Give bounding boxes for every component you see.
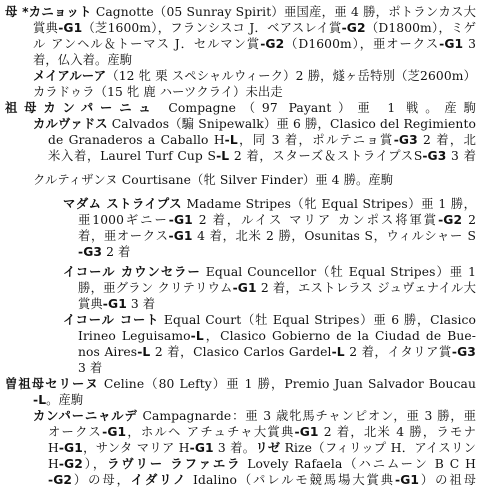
granddam-line: 祖母カンパーニュ Compagne（97 Payant）亜 1 戦。産駒: [5, 101, 476, 115]
dam-line-2: 賞典-G1（芝1600m），フランシスコ J．ベアスレイ賞-G2（D1800m），ミゲ: [33, 21, 476, 35]
great-granddam-line-2: -L。産駒: [33, 393, 84, 407]
dam-foal-2: カラドゥラ（15 牝 鹿 ハーツクライ）未出走: [33, 85, 283, 99]
dam-line-1: 母 *カニョット Cagnotte（05 Sunray Spirit）亜国産，亜 4 勝，ポトランカス大: [5, 5, 476, 19]
campagnarde-line-3: H-G1，サンタ マリア H-G1 3 着。リゼ Rize（フィリップ H．アイスリン: [48, 441, 476, 455]
equal-court-line-3: nos Aires-L 2 着，Clasico Carlos Gardel-L 2 着，イタリア賞-G3: [78, 345, 476, 359]
madame-stripes-line-4: -G3 2 着: [78, 245, 131, 259]
courtisane-line: クルティザンヌ Courtisane（牝 Silver Finder）亜 4 勝。産駒: [33, 173, 394, 187]
madame-stripes-line-3: 着，亜オークス-G1 4 着，北米 2 勝，Osunitas S，ウィルシャー S: [78, 229, 476, 243]
calvados-line-3: 米入着，Laurel Turf Cup S-L 2 着，スターズ＆ストライプスS-G3 3 着: [48, 149, 476, 163]
equal-court-line-4: 3 着: [78, 361, 103, 375]
campagnarde-line-1: カンパーニャルデ Campagnarde：亜 3 歳牝馬チャンピオン，亜 3 勝，亜: [33, 409, 476, 423]
equal-court-line-1: イコール コート Equal Court（牡 Equal Stripes）亜 6 勝，Clasico: [63, 313, 476, 327]
equal-councellor-line-2: 勝，亜グラン クリテリウム-G1 2 着，エストレラス ジュヴェナイル大: [78, 281, 476, 295]
equal-councellor-line-1: イコール カウンセラー Equal Councellor（牡 Equal Stripes）亜 1: [63, 265, 476, 279]
calvados-line-1: カルヴァドス Calvados（騸 Snipewalk）亜 6 勝，Clasico del Regimiento: [33, 117, 476, 131]
calvados-line-2: de Granaderos a Caballo H-L，同 3 着，ポルテニョ賞-G3 2 着，北: [48, 133, 476, 147]
dam-label: 母 *カニョット: [5, 5, 92, 19]
dam-line-4: 着，仏入着。産駒: [33, 53, 133, 67]
campagnarde-line-2: オークス-G1，ホルヘ アチュチャ大賞典-G1 2 着，北米 4 勝，ラモナ: [48, 425, 476, 439]
madame-stripes-line-1: マダム ストライプス Madame Stripes（牝 Equal Stripes）亜 1 勝，: [63, 197, 476, 211]
equal-councellor-line-3: 賞典-G1 3 着: [78, 297, 156, 311]
dam-line-3: ル アンヘル＆トーマス J．セルマン賞-G2（D1600m），亜オークス-G1 3: [33, 37, 476, 51]
campagnarde-line-5: -G2）の母，イダリノ Idalino（パレルモ競馬場大賞典-G1）の祖母: [48, 473, 476, 487]
dam-foal-1: メイアルーア（12 牝 栗 スペシャルウィーク）2 勝，燧ヶ岳特別（芝2600m）: [33, 69, 476, 83]
campagnarde-line-4: H-G2），ラヴリー ラファエラ Lovely Rafaela（ハニムーン B C H: [48, 457, 476, 471]
equal-court-line-2: Irineo Leguisamo-L，Clasico Gobierno de la Ciudad de Bue-: [78, 329, 476, 343]
great-granddam-line-1: 曽祖母セリーヌ Celine（80 Lefty）亜 1 勝，Premio Juan Salvador Boucau: [5, 377, 476, 391]
madame-stripes-line-2: 亜1000ギニー-G1 2 着，ルイス マリア カンポス将軍賞-G2 2: [78, 213, 476, 227]
